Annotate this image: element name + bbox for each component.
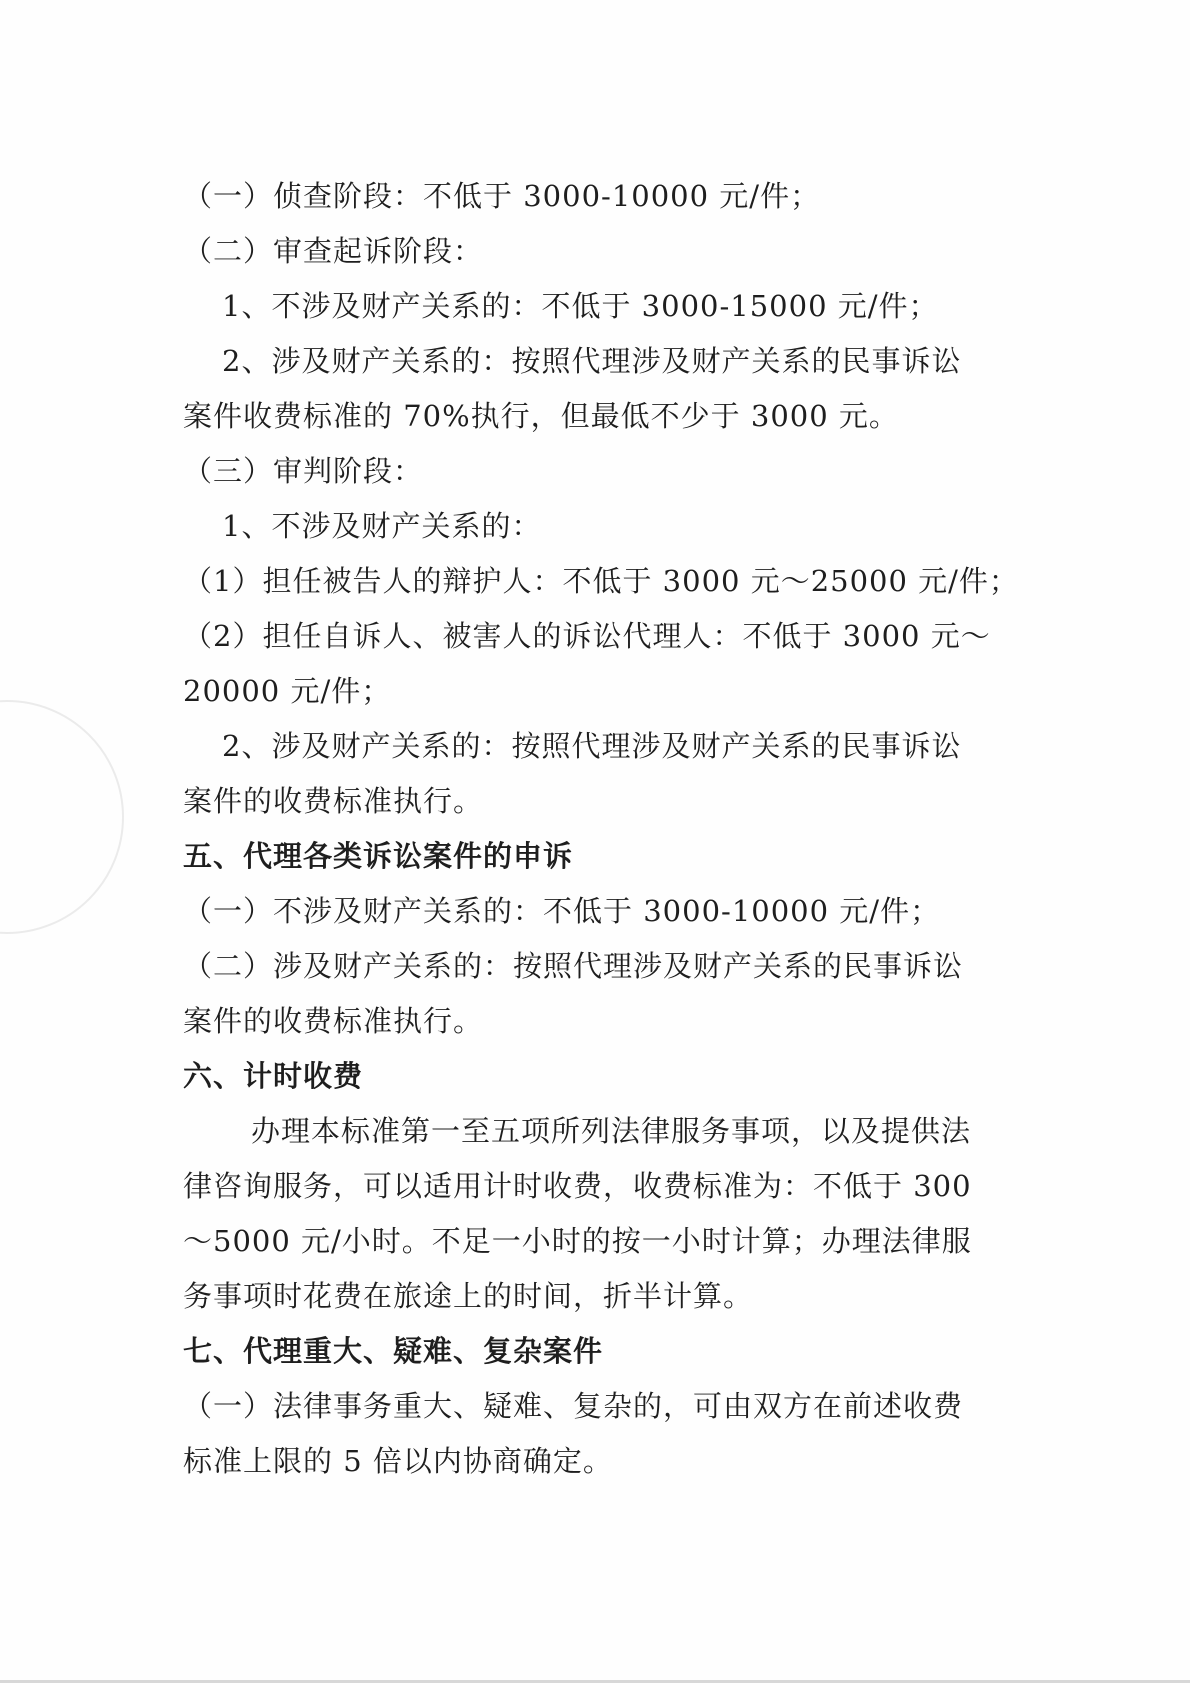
clause-appeal-property-cont: 案件的收费标准执行。 xyxy=(183,1004,484,1038)
section-heading-major-cases: 七、代理重大、疑难、复杂案件 xyxy=(183,1334,604,1368)
clause-major-cases: （一）法律事务重大、疑难、复杂的，可由双方在前述收费 xyxy=(183,1389,964,1423)
clause-appeal-property: （二）涉及财产关系的：按照代理涉及财产关系的民事诉讼 xyxy=(183,949,964,983)
item-trial-property: 2、涉及财产关系的：按照代理涉及财产关系的民事诉讼 xyxy=(222,729,962,763)
paragraph-hourly-fees-line4: 务事项时花费在旅途上的时间，折半计算。 xyxy=(183,1279,754,1313)
item-property-relation: 2、涉及财产关系的：按照代理涉及财产关系的民事诉讼 xyxy=(222,344,962,378)
clause-prosecution-review-stage: （二）审查起诉阶段： xyxy=(183,234,484,268)
paragraph-hourly-fees-line2: 律咨询服务，可以适用计时收费，收费标准为：不低于 300 xyxy=(183,1169,972,1203)
paragraph-hourly-fees-line1: 办理本标准第一至五项所列法律服务事项，以及提供法 xyxy=(251,1114,972,1148)
item-no-property-relation: 1、不涉及财产关系的：不低于 3000-15000 元/件； xyxy=(222,289,939,323)
section-heading-appeals: 五、代理各类诉讼案件的申诉 xyxy=(183,839,574,873)
clause-major-cases-cont: 标准上限的 5 倍以内协商确定。 xyxy=(183,1444,613,1478)
item-property-relation-cont: 案件收费标准的 70%执行，但最低不少于 3000 元。 xyxy=(183,399,899,433)
section-heading-hourly-fees: 六、计时收费 xyxy=(183,1059,364,1093)
item-litigation-agent: （2）担任自诉人、被害人的诉讼代理人：不低于 3000 元～ xyxy=(183,619,991,653)
item-defense-counsel: （1）担任被告人的辩护人：不低于 3000 元～25000 元/件； xyxy=(183,564,1019,598)
faint-seal-mark xyxy=(0,700,124,934)
clause-trial-stage: （三）审判阶段： xyxy=(183,454,424,488)
item-trial-no-property: 1、不涉及财产关系的： xyxy=(222,509,542,543)
item-trial-property-cont: 案件的收费标准执行。 xyxy=(183,784,484,818)
item-litigation-agent-cont: 20000 元/件； xyxy=(183,674,392,708)
clause-appeal-no-property: （一）不涉及财产关系的：不低于 3000-10000 元/件； xyxy=(183,894,941,928)
paragraph-hourly-fees-line3: ～5000 元/小时。不足一小时的按一小时计算；办理法律服 xyxy=(183,1224,972,1258)
clause-investigation-stage: （一）侦查阶段：不低于 3000-10000 元/件； xyxy=(183,179,821,213)
